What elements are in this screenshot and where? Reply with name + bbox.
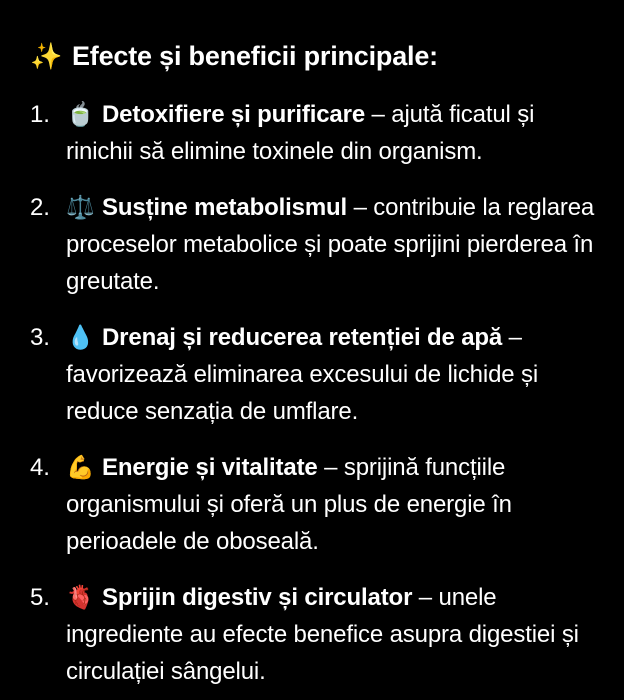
list-item: [30, 189, 596, 300]
item-content: [66, 579, 596, 690]
sparkles-icon: ✨: [30, 41, 63, 71]
item-content: [66, 449, 596, 560]
scale-icon: ⚖️: [66, 194, 95, 220]
benefits-list: [30, 96, 596, 690]
flexed-arm-icon: 💪: [66, 454, 95, 480]
item-number: 4.: [30, 454, 50, 481]
item-text: – unele ingrediente au efecte benefice asupra digestiei și circulației sângelui.: [66, 584, 579, 685]
item-title: Drenaj și reducerea retenției de apă: [102, 324, 503, 351]
item-number: 3.: [30, 324, 50, 351]
item-title: Sprijin digestiv și circulator: [102, 584, 413, 611]
section-heading: [30, 38, 596, 74]
section-title: Efecte și beneficii principale:: [72, 41, 438, 71]
item-content: [66, 96, 596, 170]
list-item: [30, 96, 596, 170]
item-text: – ajută ficatul și rinichii să elimine toxinele din organism.: [66, 101, 535, 165]
item-content: [66, 319, 596, 430]
heart-organ-icon: 🫀: [66, 584, 95, 610]
item-text: – sprijină funcțiile organismului și oferă un plus de energie în perioadele de oboseală.: [66, 454, 512, 555]
list-item: [30, 449, 596, 560]
item-title: Susține metabolismul: [102, 194, 348, 221]
list-item: [30, 579, 596, 690]
item-text: – favorizează eliminarea excesului de lichide și reduce senzația de umflare.: [66, 324, 539, 425]
tea-icon: 🍵: [66, 101, 95, 127]
item-title: Energie și vitalitate: [102, 454, 318, 481]
item-text: – contribuie la reglarea proceselor metabolice și poate sprijini pierderea în greutate.: [66, 194, 595, 295]
item-number: 5.: [30, 584, 50, 611]
item-content: [66, 189, 596, 300]
water-drop-icon: 💧: [66, 324, 95, 350]
list-item: [30, 319, 596, 430]
item-number: 2.: [30, 194, 50, 221]
item-number: 1.: [30, 101, 50, 128]
item-title: Detoxifiere și purificare: [102, 101, 366, 128]
